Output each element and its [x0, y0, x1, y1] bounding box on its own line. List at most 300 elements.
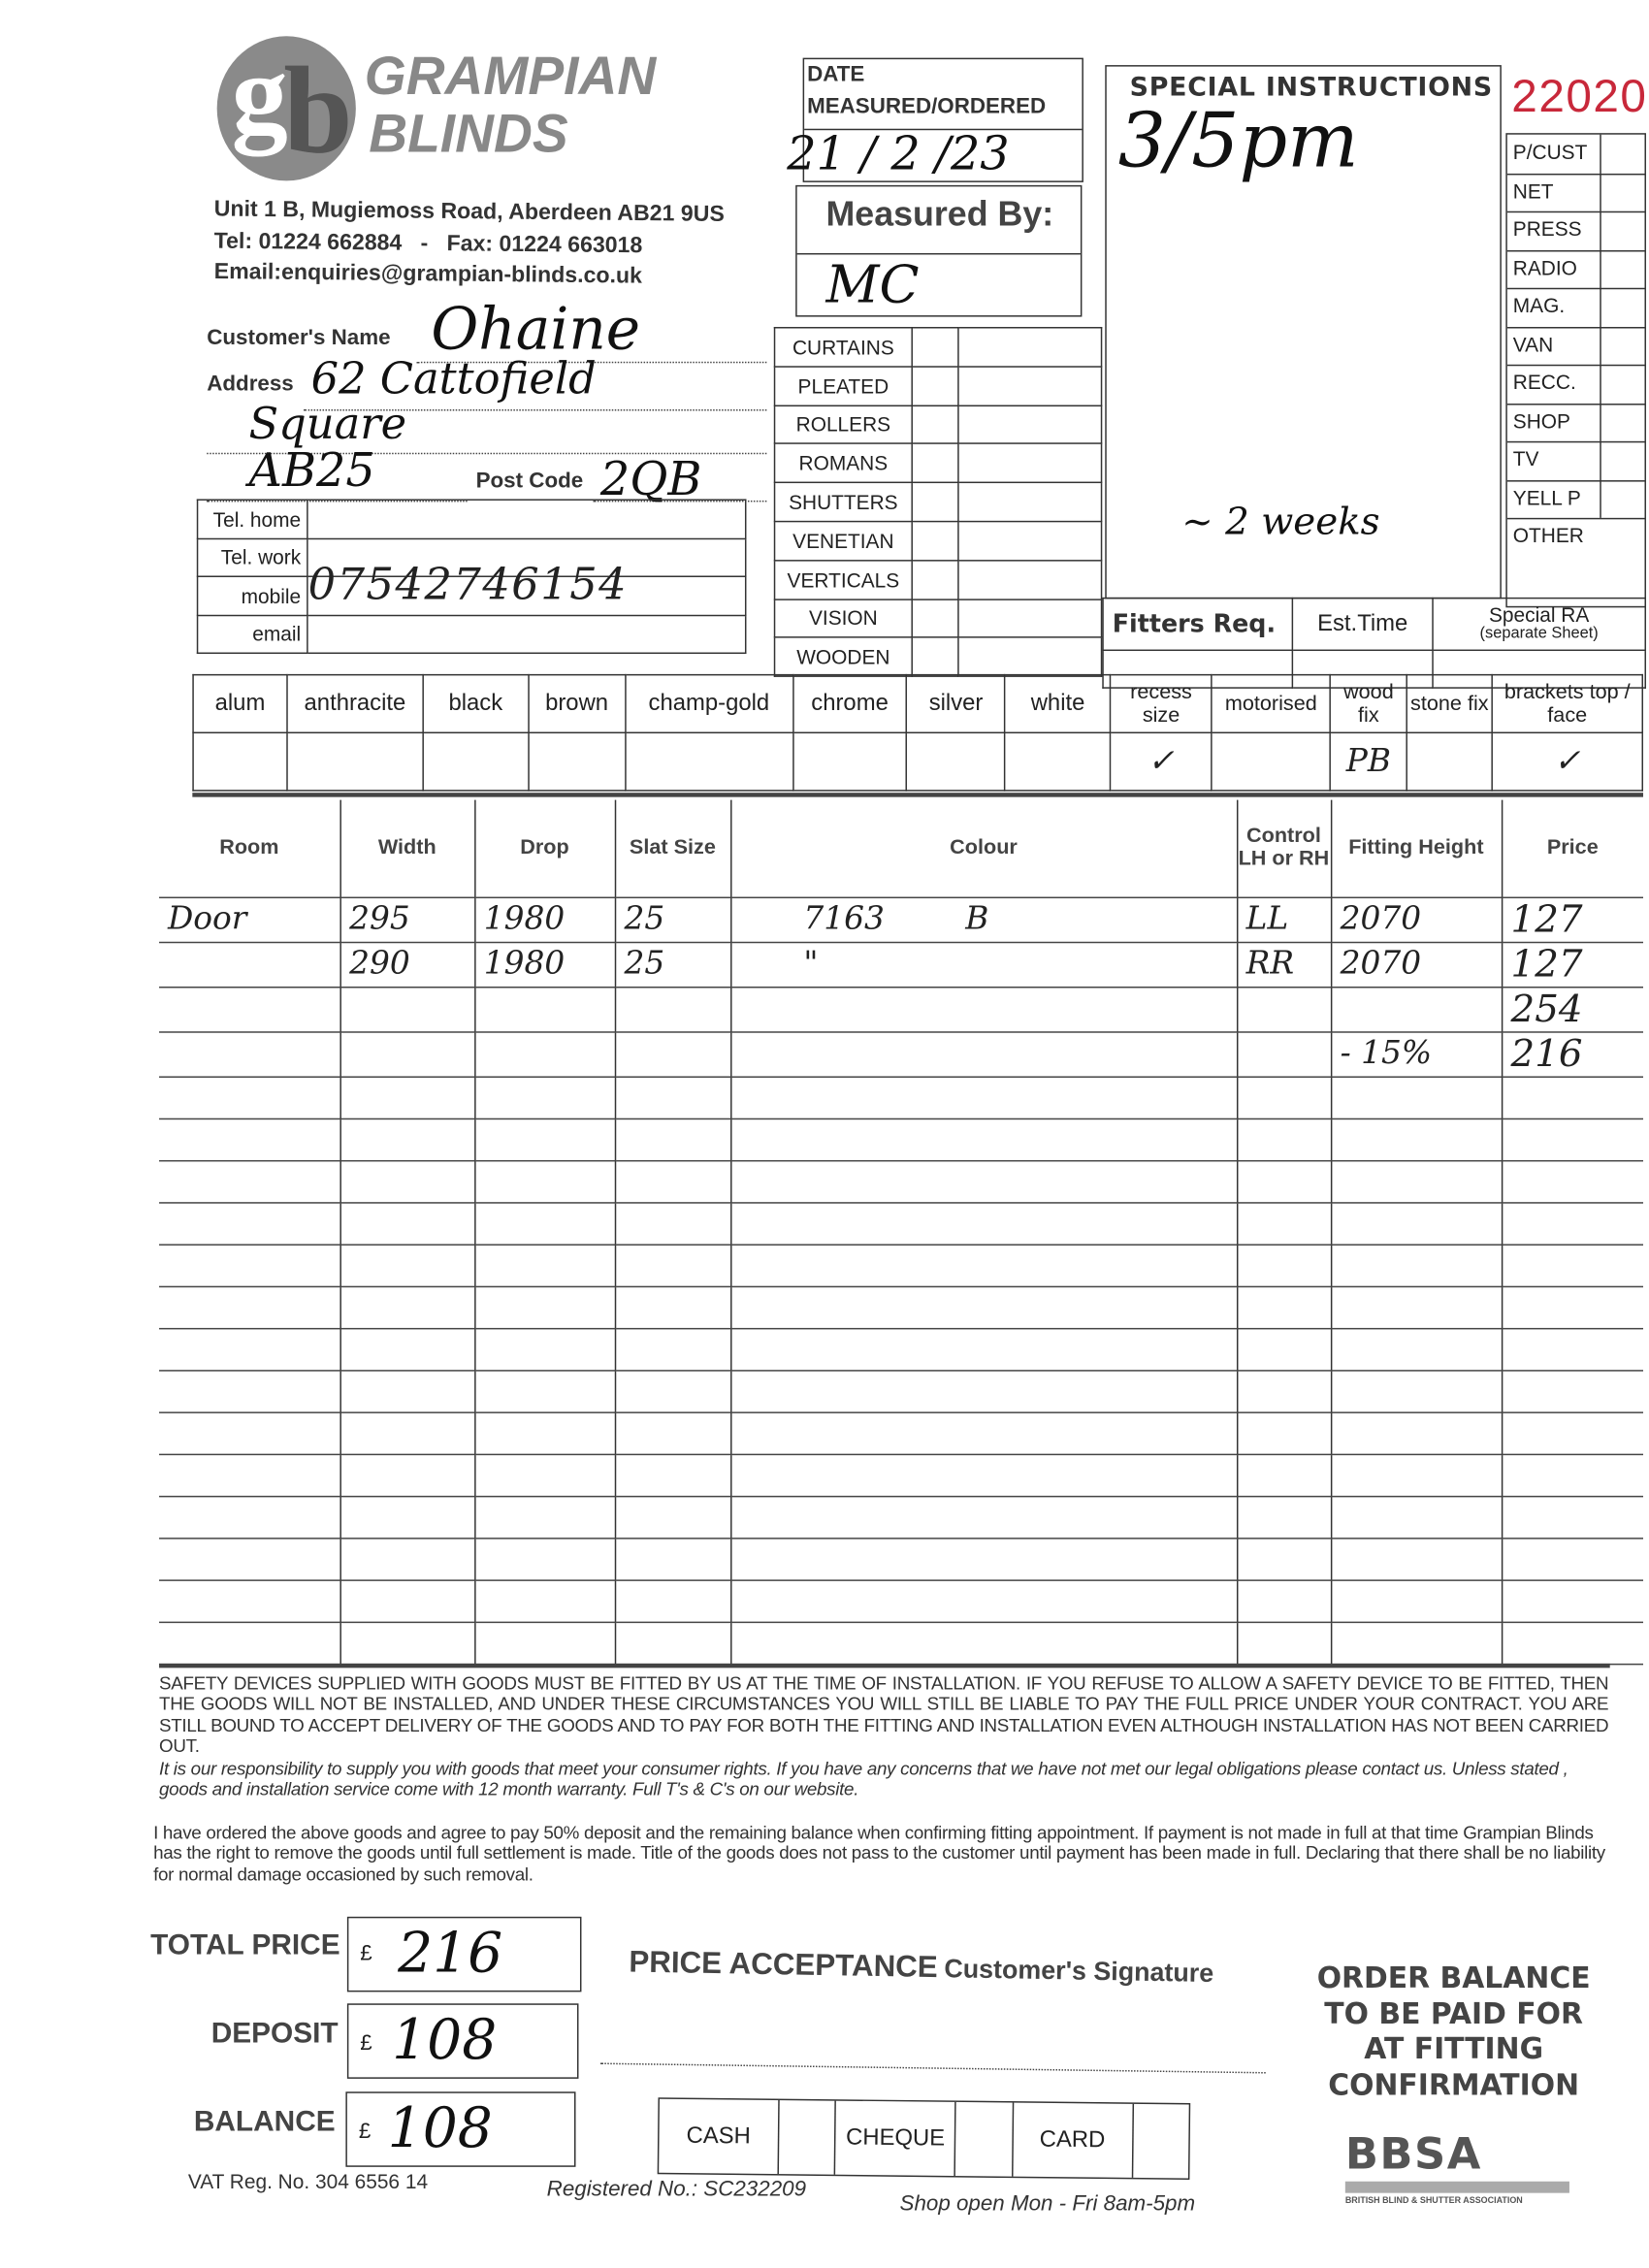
order-cell[interactable]: [159, 1076, 340, 1118]
order-cell[interactable]: [730, 1160, 1237, 1202]
order-cell[interactable]: [474, 1118, 615, 1160]
order-header-cell: Room: [159, 800, 340, 897]
option-checkbox[interactable]: [287, 732, 423, 791]
order-cell[interactable]: [1237, 1244, 1331, 1285]
blind-type-row: [775, 561, 1102, 599]
balance-box[interactable]: [345, 2091, 575, 2167]
address-label: Address: [207, 372, 294, 397]
order-cell[interactable]: [340, 1579, 474, 1621]
signature-line[interactable]: [600, 2062, 1266, 2073]
order-cell[interactable]: 295: [340, 897, 474, 942]
blind-type-row: [775, 637, 1102, 676]
special-instructions-line2[interactable]: ~ 2 weeks: [1181, 500, 1380, 544]
order-cell[interactable]: 7163 B: [730, 897, 1237, 942]
contact-label: Tel. work: [198, 538, 307, 577]
order-cell[interactable]: [1237, 1286, 1331, 1328]
contact-input[interactable]: [307, 560, 746, 615]
order-cell[interactable]: [340, 1411, 474, 1453]
order-cell[interactable]: [1331, 1496, 1502, 1538]
source-checkbox[interactable]: [1600, 173, 1644, 211]
contact-row: [198, 576, 746, 615]
order-cell[interactable]: [340, 1454, 474, 1496]
order-cell[interactable]: [730, 987, 1237, 1031]
order-cell[interactable]: [340, 1202, 474, 1244]
order-cell[interactable]: [474, 1031, 615, 1076]
blind-type-qty[interactable]: [958, 637, 1102, 676]
source-checkbox[interactable]: [1600, 441, 1644, 480]
divider: [159, 1664, 1610, 1668]
order-row: [159, 1411, 1643, 1453]
source-checkbox[interactable]: [1600, 288, 1644, 327]
source-label: MAG.: [1512, 293, 1566, 317]
source-row[interactable]: [1507, 135, 1645, 175]
order-cell[interactable]: - 15%: [1331, 1031, 1502, 1076]
special-instructions-box: [1105, 65, 1502, 599]
order-cell[interactable]: [340, 1118, 474, 1160]
blind-type-qty[interactable]: [958, 367, 1102, 405]
blind-type-qty[interactable]: [958, 405, 1102, 444]
responsibility-terms: It is our responsibility to supply you with goods that meet your consumer rights. If you have any concerns that we have not met our legal obligations please contact us. Unless stated , goods and installation service come with 12 month warranty. Full T's & C's on our website.: [159, 1759, 1568, 1800]
source-row[interactable]: [1507, 365, 1645, 405]
order-cell[interactable]: [474, 1286, 615, 1328]
order-cell[interactable]: [615, 1202, 730, 1244]
order-header-cell: Width: [340, 800, 474, 897]
blind-type-qty[interactable]: [958, 561, 1102, 599]
order-cell[interactable]: [1502, 1538, 1643, 1579]
order-cell[interactable]: [159, 1538, 340, 1579]
order-cell[interactable]: [615, 1454, 730, 1496]
order-row: [159, 1454, 1643, 1496]
order-table: [159, 800, 1643, 1665]
payment-method-checkbox[interactable]: [1133, 2104, 1189, 2179]
order-cell[interactable]: [730, 1411, 1237, 1453]
shop-hours: Shop open Mon - Fri 8am-5pm: [899, 2191, 1196, 2217]
order-cell[interactable]: [474, 1411, 615, 1453]
special-ra-cell: [1433, 599, 1645, 651]
order-cell[interactable]: 290: [340, 942, 474, 987]
order-cell[interactable]: [1237, 1411, 1331, 1453]
order-cell[interactable]: ": [730, 942, 1237, 987]
order-cell[interactable]: [1502, 1328, 1643, 1370]
order-cell[interactable]: [1237, 1579, 1331, 1621]
order-cell[interactable]: [1331, 1370, 1502, 1411]
source-label: YELL P: [1512, 485, 1581, 509]
contact-input[interactable]: [307, 615, 746, 654]
source-label: PRESS: [1512, 216, 1582, 241]
source-checkbox[interactable]: [1600, 135, 1644, 174]
order-cell[interactable]: [474, 1076, 615, 1118]
order-cell[interactable]: [1237, 1370, 1331, 1411]
order-cell[interactable]: [474, 1244, 615, 1285]
blind-type-row: [775, 483, 1102, 522]
order-row: [159, 942, 1643, 987]
order-header-cell: Fitting Height: [1331, 800, 1502, 897]
order-cell[interactable]: [615, 1411, 730, 1453]
order-cell[interactable]: 127: [1502, 942, 1643, 987]
deposit-label: DEPOSIT: [210, 2018, 339, 2051]
deposit-box[interactable]: [347, 2003, 579, 2079]
order-cell[interactable]: [730, 1328, 1237, 1370]
order-cell[interactable]: [340, 1538, 474, 1579]
order-cell[interactable]: 25: [615, 897, 730, 942]
special-ra-sub: (separate Sheet): [1479, 624, 1599, 642]
payment-method-label: CASH: [659, 2099, 780, 2174]
source-label: P/CUST: [1512, 140, 1588, 164]
option-checkbox[interactable]: [792, 732, 907, 791]
order-cell[interactable]: [730, 1244, 1237, 1285]
blind-type-qty[interactable]: [958, 599, 1102, 637]
order-cell[interactable]: [1331, 1076, 1502, 1118]
blind-type-label: VENETIAN: [775, 522, 913, 561]
order-cell[interactable]: [615, 1579, 730, 1621]
order-cell[interactable]: [1237, 1538, 1331, 1579]
order-row: [159, 1538, 1643, 1579]
order-cell[interactable]: [1237, 1076, 1331, 1118]
order-cell[interactable]: [159, 1244, 340, 1285]
source-checkbox[interactable]: [1600, 326, 1644, 365]
order-cell[interactable]: [730, 1031, 1237, 1076]
order-row: [159, 987, 1643, 1031]
blind-type-row: [775, 599, 1102, 637]
blind-type-checkbox[interactable]: [912, 483, 958, 522]
order-cell[interactable]: [615, 1370, 730, 1411]
order-cell[interactable]: [159, 1202, 340, 1244]
order-cell[interactable]: [730, 1118, 1237, 1160]
option-checkbox[interactable]: [193, 732, 287, 791]
order-cell[interactable]: [1331, 1286, 1502, 1328]
option-label: chrome: [792, 675, 907, 733]
blind-type-qty[interactable]: [958, 483, 1102, 522]
order-cell[interactable]: [615, 1286, 730, 1328]
option-checkbox[interactable]: [907, 732, 1005, 791]
order-cell[interactable]: [1331, 1328, 1502, 1370]
blind-type-checkbox[interactable]: [912, 444, 958, 483]
order-cell[interactable]: [340, 1031, 474, 1076]
option-label: white: [1005, 675, 1111, 733]
order-row: [159, 1031, 1643, 1076]
option-label: brown: [529, 675, 626, 733]
order-cell[interactable]: [1331, 987, 1502, 1031]
order-cell[interactable]: [730, 1076, 1237, 1118]
order-cell[interactable]: [1237, 1160, 1331, 1202]
source-row[interactable]: [1507, 173, 1645, 212]
source-checkbox[interactable]: [1600, 211, 1644, 250]
blind-type-checkbox[interactable]: [912, 599, 958, 637]
order-cell[interactable]: [340, 1622, 474, 1664]
order-cell[interactable]: [1237, 1454, 1331, 1496]
order-cell[interactable]: [474, 1579, 615, 1621]
order-cell[interactable]: 2070: [1331, 897, 1502, 942]
logo-b: b: [283, 40, 353, 179]
payment-method-checkbox[interactable]: [955, 2102, 1013, 2177]
order-cell[interactable]: [1502, 1202, 1643, 1244]
order-cell[interactable]: [474, 1538, 615, 1579]
blind-type-label: ROMANS: [775, 444, 913, 483]
blind-type-row: [775, 444, 1102, 483]
order-cell[interactable]: [474, 987, 615, 1031]
order-cell[interactable]: [340, 1496, 474, 1538]
order-cell[interactable]: [730, 1370, 1237, 1411]
order-cell[interactable]: RR: [1237, 942, 1331, 987]
source-row[interactable]: [1507, 518, 1645, 607]
blind-type-checkbox[interactable]: [912, 328, 958, 367]
contact-label: mobile: [198, 576, 307, 615]
source-label: RECC.: [1512, 370, 1576, 394]
order-balance-line: ORDER BALANCE: [1316, 1960, 1591, 1995]
bbsa-logo-sub: BRITISH BLIND & SHUTTER ASSOCIATION: [1344, 2197, 1523, 2207]
address-line2[interactable]: Square: [248, 399, 407, 450]
total-price-label: TOTAL PRICE: [150, 1929, 340, 1962]
order-cell[interactable]: [340, 1286, 474, 1328]
source-row[interactable]: [1507, 403, 1645, 442]
order-cell[interactable]: [159, 942, 340, 987]
option-checkbox[interactable]: [529, 732, 626, 791]
order-cell[interactable]: [730, 1579, 1237, 1621]
order-cell[interactable]: [159, 1328, 340, 1370]
blind-type-qty[interactable]: [958, 328, 1102, 367]
source-row[interactable]: [1507, 326, 1645, 366]
address-line3[interactable]: AB25: [248, 442, 375, 498]
option-checkbox[interactable]: [1406, 732, 1492, 791]
blind-type-qty[interactable]: [958, 522, 1102, 561]
source-checkbox[interactable]: [1600, 249, 1644, 288]
order-cell[interactable]: [159, 1118, 340, 1160]
source-row[interactable]: [1507, 288, 1645, 328]
balance-label: BALANCE: [193, 2106, 336, 2138]
blind-type-label: VISION: [775, 599, 913, 637]
order-cell[interactable]: [1331, 1118, 1502, 1160]
order-row: [159, 1160, 1643, 1202]
order-cell[interactable]: [340, 1244, 474, 1285]
order-cell[interactable]: [159, 1286, 340, 1328]
order-cell[interactable]: [1331, 1538, 1502, 1579]
order-cell[interactable]: [1502, 1160, 1643, 1202]
source-list: [1505, 133, 1646, 607]
blind-type-qty[interactable]: [958, 444, 1102, 483]
source-label: SHOP: [1512, 408, 1570, 433]
order-cell[interactable]: [159, 1411, 340, 1453]
order-cell[interactable]: [474, 1622, 615, 1664]
order-cell[interactable]: [1237, 1031, 1331, 1076]
source-checkbox[interactable]: [1600, 403, 1644, 441]
blind-type-label: WOODEN: [775, 637, 913, 676]
order-cell[interactable]: [730, 1286, 1237, 1328]
order-cell[interactable]: [1502, 1579, 1643, 1621]
order-cell[interactable]: [615, 1118, 730, 1160]
blind-type-checkbox[interactable]: [912, 405, 958, 444]
blind-type-checkbox[interactable]: [912, 367, 958, 405]
order-cell[interactable]: [1331, 1579, 1502, 1621]
order-cell[interactable]: [1502, 1286, 1643, 1328]
order-cell[interactable]: [474, 1202, 615, 1244]
date-box: [787, 58, 1083, 182]
source-row[interactable]: [1507, 441, 1645, 481]
order-cell[interactable]: [340, 1328, 474, 1370]
order-cell[interactable]: 254: [1502, 987, 1643, 1031]
order-cell[interactable]: [1331, 1622, 1502, 1664]
order-cell[interactable]: [159, 1160, 340, 1202]
divider: [192, 793, 1643, 796]
order-header-row: [159, 800, 1643, 897]
order-cell[interactable]: [730, 1202, 1237, 1244]
order-cell[interactable]: [615, 1496, 730, 1538]
order-balance-line: CONFIRMATION: [1328, 2066, 1580, 2101]
signature-label: Customer's Signature: [944, 1954, 1214, 1988]
option-label: brackets top / face: [1492, 675, 1642, 733]
order-cell[interactable]: [1502, 1118, 1643, 1160]
option-label: silver: [907, 675, 1005, 733]
blind-type-checkbox[interactable]: [912, 561, 958, 599]
option-checkbox[interactable]: [1005, 732, 1111, 791]
options-header-row: [193, 675, 1642, 733]
order-cell[interactable]: [1502, 1454, 1643, 1496]
order-cell[interactable]: [1331, 1160, 1502, 1202]
order-cell[interactable]: [615, 1031, 730, 1076]
order-cell[interactable]: [730, 1622, 1237, 1664]
order-cell[interactable]: [615, 987, 730, 1031]
option-checkbox[interactable]: [626, 732, 793, 791]
date-value[interactable]: 21 / 2 /23: [787, 125, 1010, 181]
order-cell[interactable]: [1502, 1411, 1643, 1453]
blind-type-label: VERTICALS: [775, 561, 913, 599]
order-cell[interactable]: [615, 1076, 730, 1118]
order-cell[interactable]: 1980: [474, 897, 615, 942]
order-cell[interactable]: [1237, 1328, 1331, 1370]
contact-input[interactable]: [307, 500, 746, 538]
registered-number: Registered No.: SC232209: [546, 2177, 807, 2202]
order-cell[interactable]: [730, 1538, 1237, 1579]
order-row: [159, 1286, 1643, 1328]
order-cell[interactable]: [1331, 1202, 1502, 1244]
blind-type-checkbox[interactable]: [912, 522, 958, 561]
order-row: [159, 1202, 1643, 1244]
customer-name-label: Customer's Name: [207, 325, 391, 350]
blind-types-table: [774, 327, 1103, 677]
order-cell[interactable]: [615, 1328, 730, 1370]
payment-methods: [658, 2097, 1191, 2180]
order-row: [159, 1244, 1643, 1285]
order-cell[interactable]: 2070: [1331, 942, 1502, 987]
order-cell[interactable]: [730, 1454, 1237, 1496]
order-cell[interactable]: [730, 1496, 1237, 1538]
bbsa-logo: [1344, 2129, 1569, 2214]
order-cell[interactable]: [474, 1496, 615, 1538]
postcode-value[interactable]: 2QB: [599, 451, 702, 506]
order-cell[interactable]: [159, 1454, 340, 1496]
order-cell[interactable]: [340, 1076, 474, 1118]
order-cell[interactable]: [1502, 1370, 1643, 1411]
order-cell[interactable]: [159, 1579, 340, 1621]
bbsa-logo-text: BBSA: [1344, 2129, 1482, 2181]
order-cell[interactable]: [1502, 1496, 1643, 1538]
company-phone: Tel: 01224 662884 - Fax: 01224 663018: [213, 229, 643, 259]
source-checkbox[interactable]: [1600, 479, 1644, 518]
order-cell[interactable]: LL: [1237, 897, 1331, 942]
order-cell[interactable]: [340, 1370, 474, 1411]
blind-type-label: ROLLERS: [775, 405, 913, 444]
order-cell[interactable]: [1237, 1622, 1331, 1664]
order-header-cell: Colour: [730, 800, 1237, 897]
source-row[interactable]: [1507, 211, 1645, 251]
total-price-box[interactable]: [347, 1917, 582, 1993]
order-cell[interactable]: [159, 1622, 340, 1664]
option-checkbox[interactable]: ✓: [1111, 732, 1212, 791]
source-label: RADIO: [1512, 255, 1577, 279]
blind-type-checkbox[interactable]: [912, 637, 958, 676]
order-balance-line: AT FITTING: [1364, 2030, 1544, 2066]
order-cell[interactable]: [615, 1160, 730, 1202]
source-label: VAN: [1512, 332, 1554, 356]
order-cell[interactable]: [1331, 1244, 1502, 1285]
order-cell[interactable]: [474, 1370, 615, 1411]
order-cell[interactable]: [159, 1370, 340, 1411]
order-cell[interactable]: [1331, 1454, 1502, 1496]
logo-g: g: [231, 30, 288, 157]
order-cell[interactable]: [159, 1031, 340, 1076]
special-instructions-line1[interactable]: 3/5pm: [1117, 98, 1359, 185]
address-line1[interactable]: 62 Cattofield: [310, 354, 597, 405]
option-checkbox[interactable]: [423, 732, 529, 791]
order-cell[interactable]: [1502, 1622, 1643, 1664]
fitters-req-label: Fitters Req.: [1103, 599, 1292, 651]
order-cell[interactable]: [340, 987, 474, 1031]
order-cell[interactable]: [159, 1496, 340, 1538]
source-row[interactable]: [1507, 479, 1645, 519]
order-cell[interactable]: [1331, 1411, 1502, 1453]
order-cell[interactable]: [1237, 1118, 1331, 1160]
order-cell[interactable]: [474, 1328, 615, 1370]
options-value-row: [193, 732, 1642, 791]
option-label: anthracite: [287, 675, 423, 733]
order-cell[interactable]: [1237, 1496, 1331, 1538]
measured-by-value[interactable]: MC: [825, 255, 920, 316]
option-checkbox[interactable]: PB: [1330, 732, 1406, 791]
order-cell[interactable]: 127: [1502, 897, 1643, 942]
order-row: [159, 1328, 1643, 1370]
order-cell[interactable]: [1502, 1076, 1643, 1118]
order-cell[interactable]: [615, 1622, 730, 1664]
order-cell[interactable]: [1237, 987, 1331, 1031]
order-cell[interactable]: [474, 1160, 615, 1202]
order-cell[interactable]: [1502, 1244, 1643, 1285]
customer-name-value[interactable]: Ohaine: [431, 296, 641, 364]
option-checkbox[interactable]: ✓: [1492, 732, 1642, 791]
source-checkbox[interactable]: [1600, 365, 1644, 404]
order-cell[interactable]: 1980: [474, 942, 615, 987]
order-cell[interactable]: [340, 1160, 474, 1202]
safety-terms: SAFETY DEVICES SUPPLIED WITH GOODS MUST BE FITTED BY US AT THE TIME OF INSTALLATION. IF YOU REFUSE TO ALLOW A SAFETY DEVICE TO BE FITTED, THEN THE GOODS WILL NOT BE INSTALLED, AND UNDER THESE CIRCUMSTANCES YOU WILL STILL BE LIABLE TO PAY THE FULL PRICE UNDER YOUR CONTRACT. YOU ARE STILL BOUND TO ACCEPT DELIVERY OF THE GOODS AND TO PAY FOR BOTH THE FITTING AND INSTALLATION EVEN ALTHOUGH INSTALLATION HAS NOT BEEN CARRIED OUT.: [159, 1673, 1609, 1757]
order-cell[interactable]: 25: [615, 942, 730, 987]
contacts-table: [197, 499, 747, 654]
option-checkbox[interactable]: [1212, 732, 1330, 791]
order-cell[interactable]: [615, 1538, 730, 1579]
order-cell[interactable]: Door: [159, 897, 340, 942]
order-cell[interactable]: [474, 1454, 615, 1496]
order-cell[interactable]: [159, 987, 340, 1031]
option-label: wood fix: [1330, 675, 1406, 733]
option-label: stone fix: [1406, 675, 1492, 733]
order-cell[interactable]: 216: [1502, 1031, 1643, 1076]
order-cell[interactable]: [1237, 1202, 1331, 1244]
order-row: [159, 1370, 1643, 1411]
order-row: [159, 1076, 1643, 1118]
order-cell[interactable]: [615, 1244, 730, 1285]
source-row[interactable]: [1507, 249, 1645, 289]
payment-method-checkbox[interactable]: [779, 2100, 836, 2175]
blind-type-row: [775, 522, 1102, 561]
currency-symbol: £: [360, 2030, 372, 2056]
currency-symbol: £: [360, 1941, 372, 1966]
